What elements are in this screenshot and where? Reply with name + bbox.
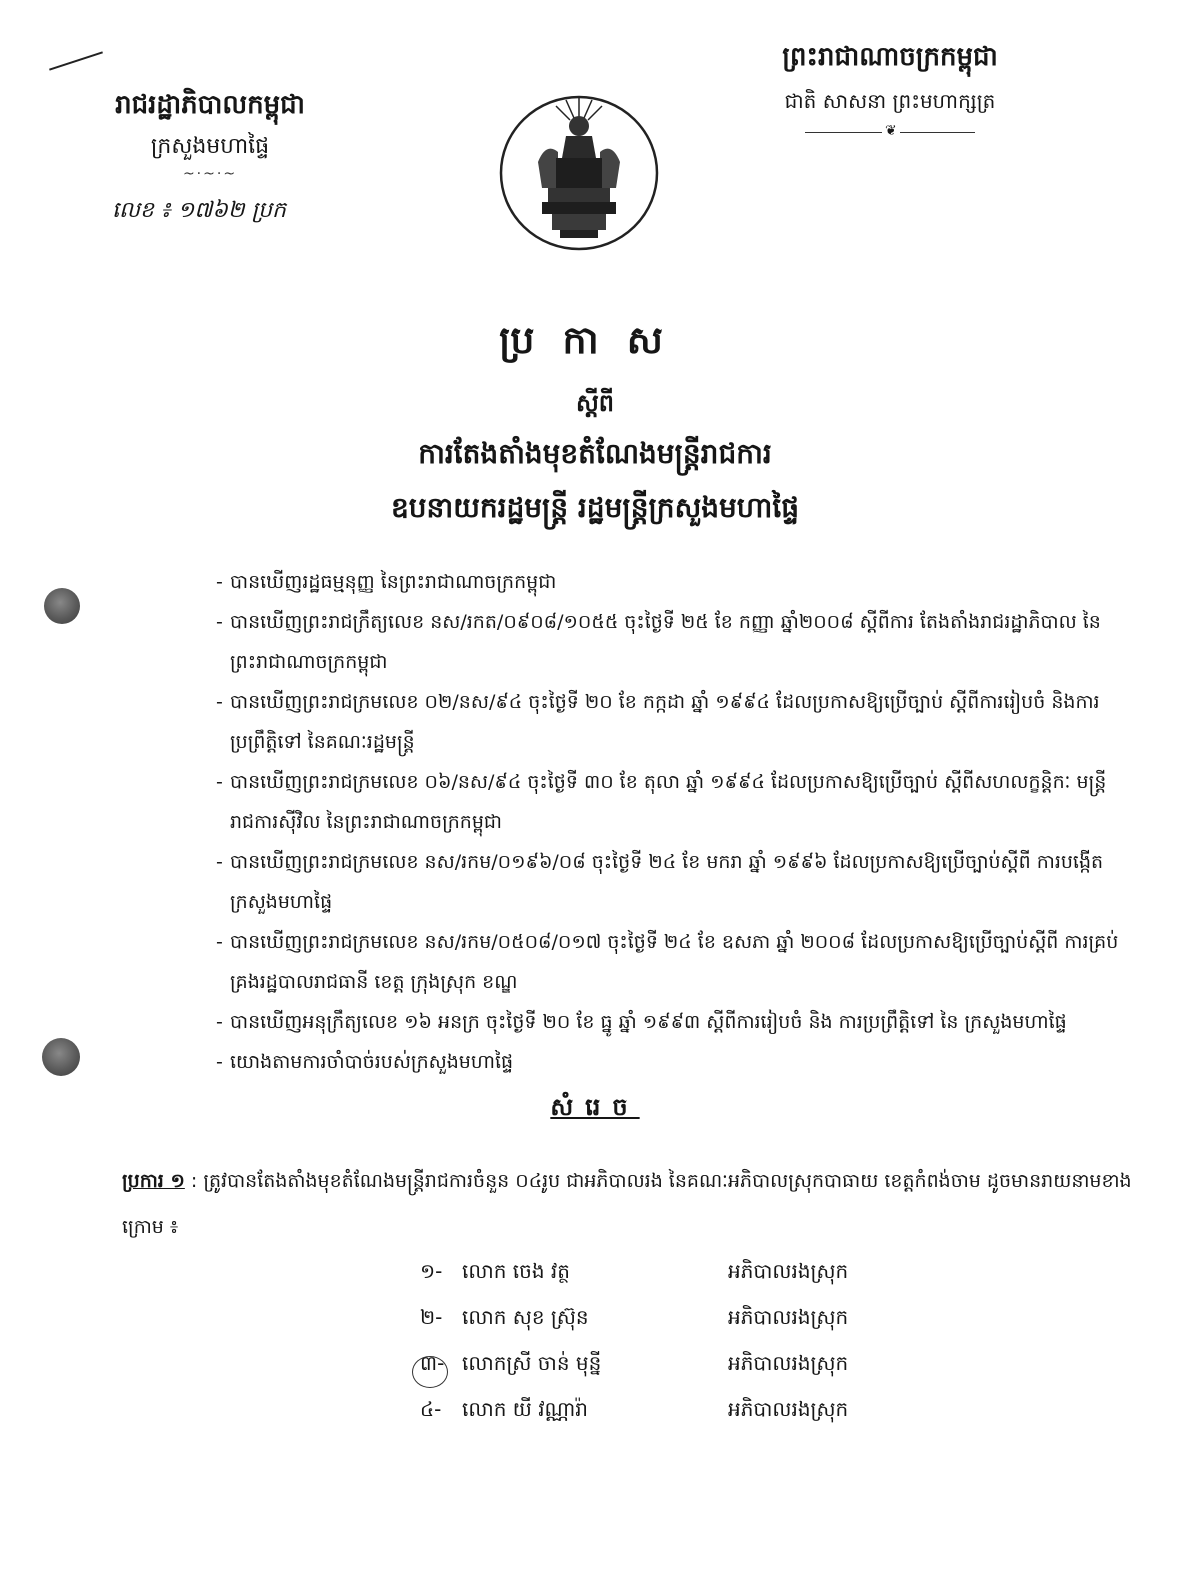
appointee-name: លោកស្រី ចាន់ មុន្នី <box>462 1351 602 1375</box>
legal-basis-item: - បានឃើញព្រះរាជក្រឹត្យលេខ នស/រកត/០៩០៨/១០៥៥ ចុះថ្ងៃទី ២៥ ខែ កញ្ញា ឆ្នាំ២០០៨ ស្តីពីការ តែងតាំងរាជរដ្ឋាភិបាល នៃព្រះរាជាណាចក្រកម្ពុជា <box>216 602 1126 682</box>
legal-basis-item: - បានឃើញព្រះរាជក្រមលេខ ០៦/នស/៩៤ ចុះថ្ងៃទី ៣០ ខែ តុលា ឆ្នាំ ១៩៩៤ ដែលប្រកាសឱ្យប្រើច្បាប់ ស្តីពីសហលក្ខន្តិកៈ មន្ត្រី រាជការស៊ីវិល នៃព្រះរាជាណាចក្រកម្ពុជា <box>216 762 1126 842</box>
appointee-row <box>420 1396 940 1442</box>
title-subject: ការតែងតាំងមុខតំណែងមន្ត្រីរាជការ <box>418 437 772 470</box>
legal-basis-list <box>216 562 1126 1082</box>
appointee-list <box>420 1258 940 1442</box>
appointee-name: លោក យី វណ្ណារ៉ា <box>462 1397 588 1421</box>
appointee-number: ៤- <box>420 1397 442 1421</box>
appointee-role: អភិបាលរងស្រុក <box>728 1305 849 1329</box>
appointee-name: លោក ចេង វត្ថ <box>462 1259 570 1283</box>
appointee-row <box>420 1258 940 1304</box>
kingdom-header <box>740 40 1040 133</box>
appointee-row <box>420 1304 940 1350</box>
article-1 <box>122 1158 1132 1250</box>
appointee-number: ១- <box>420 1259 443 1283</box>
government-name: រាជរដ្ឋាភិបាលកម្ពុជា <box>115 90 305 120</box>
pen-mark <box>49 51 103 70</box>
legal-basis-item: - យោងតាមការចាំបាច់របស់ក្រសួងមហាផ្ទៃ <box>216 1042 1126 1082</box>
reference-number: លេខ ៖ ១៧៦២ ប្រក <box>112 198 286 223</box>
legal-basis-item: - បានឃើញព្រះរាជក្រមលេខ នស/រកម/០១៩៦/០៨ ចុះថ្ងៃទី ២៤ ខែ មករា ឆ្នាំ ១៩៩៦ ដែលប្រកាសឱ្យប្រើច្បាប់ស្តីពី ការបង្កើតក្រសួងមហាផ្ទៃ <box>216 842 1126 922</box>
legal-basis-item: - បានឃើញអនុក្រឹត្យលេខ ១៦ អនក្រ ចុះថ្ងៃទី ២០ ខែ ធ្នូ ឆ្នាំ ១៩៩៣ ស្តីពីការរៀបចំ និង ការប្រព្រឹត្តិទៅ នៃ ក្រសួងមហាផ្ទៃ <box>216 1002 1126 1042</box>
article-text: : ត្រូវបានតែងតាំងមុខតំណែងមន្ត្រីរាជការចំនួន ០៤រូប ជាអភិបាលរង នៃគណៈអភិបាលស្រុកបាធាយ ខេត្តកំពង់ចាម ដូចមានរាយនាមខាងក្រោម ៖ <box>122 1170 1132 1238</box>
legal-basis-item: - បានឃើញព្រះរាជក្រមលេខ នស/រកម/០៥០៨/០១៧ ចុះថ្ងៃទី ២៤ ខែ ឧសភា ឆ្នាំ ២០០៨ ដែលប្រកាសឱ្យប្រើច្បាប់ស្តីពី ការគ្រប់គ្រងរដ្ឋបាលរាជធានី ខេត្ត ក្រុងស្រុក ខណ្ឌ <box>216 922 1126 1002</box>
legal-basis-item: - បានឃើញព្រះរាជក្រមលេខ ០២/នស/៩៤ ចុះថ្ងៃទី ២០ ខែ កក្កដា ឆ្នាំ ១៩៩៤ ដែលប្រកាសឱ្យប្រើច្បាប់ ស្តីពីការរៀបចំ និងការប្រព្រឹត្តិទៅ នៃគណៈរដ្ឋមន្ត្រី <box>216 682 1126 762</box>
kingdom-name: ព្រះរាជាណាចក្រកម្ពុជា <box>782 42 998 72</box>
punch-hole <box>42 1038 80 1076</box>
appointee-role: អភិបាលរងស្រុក <box>728 1351 849 1375</box>
appointee-role: អភិបាលរងស្រុក <box>728 1397 849 1421</box>
article-label: ប្រការ ១ <box>122 1170 185 1192</box>
ministry-header <box>100 88 320 182</box>
title-about: ស្តីពី <box>575 389 615 417</box>
appointee-role: អភិបាលរងស្រុក <box>728 1259 849 1283</box>
national-motto: ជាតិ សាសនា ព្រះមហាក្សត្រ <box>784 89 996 113</box>
appointee-number: ២- <box>420 1305 443 1329</box>
punch-hole <box>44 588 80 624</box>
ornament-divider: ~·~·~ <box>182 166 238 182</box>
title-issuer: ឧបនាយករដ្ឋមន្ត្រី រដ្ឋមន្ត្រីក្រសួងមហាផ្ទៃ <box>390 491 799 524</box>
handwritten-circle-mark <box>412 1356 448 1388</box>
appointee-number: ៣- <box>420 1351 445 1375</box>
appointee-row <box>420 1350 940 1396</box>
decision-heading-text: សំរេច <box>550 1093 640 1121</box>
royal-emblem-icon <box>496 92 662 254</box>
document-type-title: ប្រកាស <box>499 318 691 362</box>
decision-heading <box>0 1092 1190 1127</box>
appointee-name: លោក សុខ ស្រ៊ុន <box>462 1305 589 1329</box>
legal-basis-item: - បានឃើញរដ្ឋធម្មនុញ្ញ នៃព្រះរាជាណាចក្រកម្ពុជា <box>216 562 1126 602</box>
ministry-name: ក្រសួងមហាផ្ទៃ <box>150 134 270 159</box>
motto-divider <box>805 132 975 133</box>
